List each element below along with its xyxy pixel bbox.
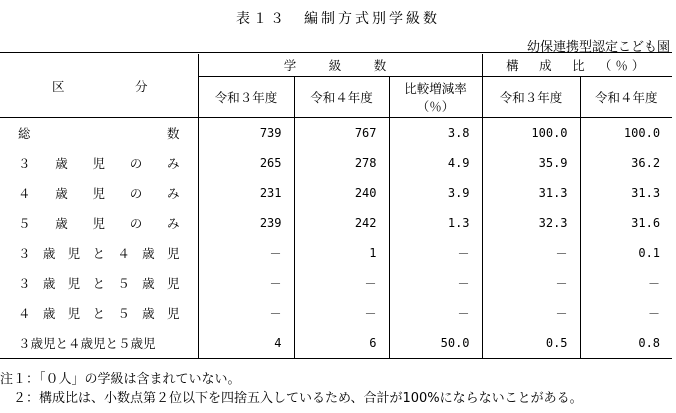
table-row: [0, 208, 672, 238]
table-row: [0, 148, 672, 178]
class-count-table: [0, 54, 672, 359]
cell-r4-ratio: 0.8: [580, 328, 672, 359]
cell-r3-ratio: －: [482, 238, 580, 268]
col-change-rate-label: 比較増減率: [404, 81, 467, 96]
table-row: [0, 328, 672, 359]
class-count-group-header: 学 級 数: [198, 54, 482, 77]
row-label-part: ４: [117, 246, 130, 261]
category-header-char-2: 分: [134, 78, 148, 94]
row-label-part: 歳: [142, 276, 155, 291]
row-label-part: の: [129, 186, 143, 201]
table-subtitle: 幼保連携型認定こども園: [526, 40, 670, 55]
cell-r3-ratio: 31.3: [482, 178, 580, 208]
row-label: [0, 328, 198, 359]
row-label: [0, 268, 198, 298]
row-label-part: ３: [18, 246, 31, 261]
row-label-part: み: [166, 186, 180, 201]
cell-r3-ratio: －: [482, 298, 580, 328]
cell-r3-ratio: 100.0: [482, 118, 580, 149]
table-row: [0, 118, 672, 149]
row-label-part: 歳: [42, 276, 56, 291]
col-r4-ratio: 令和４年度: [580, 77, 672, 118]
row-label-part: 児: [92, 216, 105, 231]
cell-change-rate: 50.0: [389, 328, 482, 359]
cell-r3-count: －: [198, 298, 294, 328]
cell-r4-ratio: －: [580, 298, 672, 328]
row-label-part: 歳: [142, 306, 155, 321]
table-row: [0, 178, 672, 208]
row-label-part: み: [166, 216, 180, 231]
cell-change-rate: －: [389, 238, 482, 268]
row-label-part: ４: [18, 186, 31, 201]
category-header-char-1: 区: [52, 78, 65, 94]
row-label-part: ４: [18, 306, 31, 321]
cell-r4-count: 1: [294, 238, 389, 268]
cell-r4-ratio: －: [580, 268, 672, 298]
table-row: [0, 238, 672, 268]
col-r4-count: 令和４年度: [294, 77, 389, 118]
cell-r4-count: 242: [294, 208, 389, 238]
cell-r4-count: －: [294, 268, 389, 298]
row-label: [0, 118, 198, 149]
col-change-rate: [389, 77, 482, 118]
cell-r3-count: －: [198, 238, 294, 268]
cell-r4-count: 6: [294, 328, 389, 359]
cell-r4-ratio: 31.3: [580, 178, 672, 208]
col-r3-count: 令和３年度: [198, 77, 294, 118]
cell-r4-count: 767: [294, 118, 389, 149]
cell-r3-count: 4: [198, 328, 294, 359]
cell-change-rate: －: [389, 268, 482, 298]
row-label-part: 総: [18, 126, 31, 141]
table-row: [0, 268, 672, 298]
cell-r4-count: 240: [294, 178, 389, 208]
cell-change-rate: 4.9: [389, 148, 482, 178]
cell-change-rate: 3.9: [389, 178, 482, 208]
cell-r4-ratio: 0.1: [580, 238, 672, 268]
cell-r4-ratio: 31.6: [580, 208, 672, 238]
row-label-part: ３歳児と４歳児と５歳児: [18, 336, 156, 351]
page-title: 表１３ 編制方式別学級数: [236, 11, 440, 27]
cell-r3-count: －: [198, 268, 294, 298]
cell-r3-count: 231: [198, 178, 294, 208]
row-label-part: 児: [166, 306, 180, 321]
col-change-rate-unit: （％）: [416, 99, 455, 114]
row-label-part: ５: [117, 306, 130, 321]
row-label-part: 歳: [55, 156, 68, 171]
row-label-part: 歳: [42, 306, 56, 321]
row-label-part: 数: [166, 126, 180, 141]
cell-r3-ratio: 35.9: [482, 148, 580, 178]
row-label: [0, 238, 198, 268]
row-label: [0, 208, 198, 238]
row-label-part: の: [129, 156, 143, 171]
cell-r3-ratio: －: [482, 268, 580, 298]
row-label-part: 児: [166, 246, 180, 261]
row-label-part: ５: [117, 276, 130, 291]
cell-r3-ratio: 32.3: [482, 208, 580, 238]
row-label-part: 歳: [55, 186, 68, 201]
cell-r4-ratio: 36.2: [580, 148, 672, 178]
row-label: [0, 148, 198, 178]
row-label-part: ３: [18, 156, 31, 171]
table-row: [0, 298, 672, 328]
cell-change-rate: 3.8: [389, 118, 482, 149]
row-label: [0, 298, 198, 328]
composition-ratio-group-header: 構 成 比 （％）: [482, 54, 672, 77]
row-label-part: と: [92, 276, 105, 291]
row-label-part: 児: [67, 246, 81, 261]
table-top-rule: [0, 52, 672, 53]
footnote-2: ２：構成比は、小数点第２位以下を四捨五入しているため、合計が100%にならないことがある。: [0, 391, 583, 406]
row-label-part: 児: [67, 276, 81, 291]
row-label-part: 歳: [55, 216, 68, 231]
cell-change-rate: －: [389, 298, 482, 328]
row-label-part: 児: [92, 156, 105, 171]
row-label-part: と: [92, 246, 105, 261]
cell-r4-count: 278: [294, 148, 389, 178]
cell-r4-ratio: 100.0: [580, 118, 672, 149]
row-label-part: 児: [92, 186, 105, 201]
cell-r3-ratio: 0.5: [482, 328, 580, 359]
row-label-part: と: [92, 306, 105, 321]
footnotes: [0, 370, 583, 408]
cell-r3-count: 739: [198, 118, 294, 149]
cell-change-rate: 1.3: [389, 208, 482, 238]
row-label-part: 児: [67, 306, 81, 321]
cell-r3-count: 265: [198, 148, 294, 178]
row-label-part: の: [129, 216, 143, 231]
row-label-part: ３: [18, 276, 31, 291]
row-label: [0, 178, 198, 208]
cell-r3-count: 239: [198, 208, 294, 238]
row-label-part: 歳: [142, 246, 155, 261]
row-label-part: 児: [166, 276, 180, 291]
row-label-part: み: [166, 156, 180, 171]
footnote-1: 注１：「０人」の学級は含まれていない。: [0, 372, 241, 387]
category-header: [0, 54, 198, 118]
row-label-part: ５: [18, 216, 31, 231]
row-label-part: 歳: [42, 246, 56, 261]
cell-r4-count: －: [294, 298, 389, 328]
col-r3-ratio: 令和３年度: [482, 77, 580, 118]
